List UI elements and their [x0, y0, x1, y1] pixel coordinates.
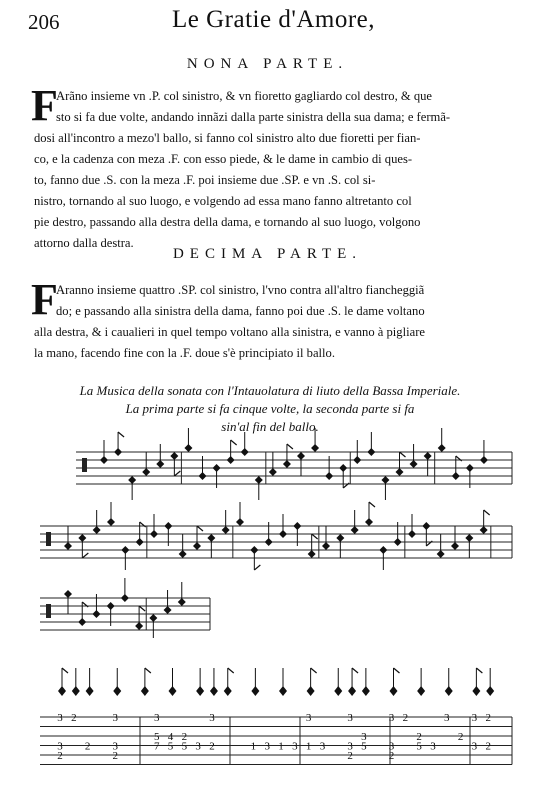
- tab-fret-number: 3: [57, 740, 63, 753]
- rhythm-sign: [445, 686, 453, 696]
- rhythm-sign: [348, 686, 356, 696]
- tab-fret-number: 5: [167, 740, 174, 753]
- tab-fret-number: 2: [402, 712, 409, 724]
- rhythm-flag: [352, 668, 358, 673]
- tab-fret-number: 7: [153, 740, 160, 753]
- tab-fret-number: 3: [153, 712, 160, 724]
- tab-fret-number: 5: [153, 731, 160, 743]
- rhythm-sign: [86, 686, 94, 696]
- rhythm-flag: [311, 668, 317, 673]
- tab-fret-number: 3: [388, 740, 395, 753]
- tab-fret-number: 2: [181, 731, 188, 743]
- tab-fret-number: 3: [388, 712, 395, 724]
- tab-fret-number: 2: [57, 750, 63, 762]
- note-flag: [254, 565, 260, 570]
- caption-line: sin'al fin del ballo.: [221, 419, 319, 434]
- running-title: Le Gratie d'Amore,: [172, 6, 376, 33]
- caption-line: La Musica della sonata con l'Intauolatura di liuto della Bassa Imperiale.: [79, 383, 461, 398]
- text-line: nistro, tornando al suo luogo, e volgendo ad essa mano fanno altretanto col: [34, 194, 412, 208]
- tab-fret-number: 3: [361, 731, 367, 743]
- rhythm-sign: [486, 686, 494, 696]
- note-flag: [369, 502, 375, 507]
- tab-fret-number: 2: [209, 740, 215, 753]
- text-line: alla destra, & i caualieri in quel tempo voltano alla sinistra, e vanno à pigliare: [34, 325, 425, 339]
- tab-fret-number: 5: [416, 740, 422, 753]
- rhythm-sign: [334, 686, 342, 696]
- lute-tablature: [40, 668, 512, 765]
- tab-fret-number: 2: [84, 740, 91, 753]
- tab-fret-number: 5: [361, 740, 367, 753]
- rhythm-sign: [251, 686, 259, 696]
- clef-mark: [46, 604, 51, 618]
- tab-fret-number: 3: [319, 740, 326, 753]
- tab-fret-number: 3: [347, 740, 353, 753]
- tab-fret-number: 2: [388, 750, 395, 762]
- tab-fret-number: 3: [112, 712, 118, 724]
- rhythm-sign: [279, 686, 287, 696]
- rhythm-sign: [417, 686, 425, 696]
- note-flag: [139, 606, 145, 611]
- rhythm-sign: [196, 686, 204, 696]
- note-flag: [174, 471, 180, 476]
- tab-fret-number: 2: [416, 731, 422, 743]
- text-line: do; e passando alla sinistra della dama, fanno poi due .S. le dame voltano: [56, 304, 425, 318]
- note-flag: [484, 510, 490, 515]
- page-number: 206: [28, 10, 60, 34]
- tab-fret-number: 3: [444, 712, 450, 724]
- rhythm-flag: [394, 668, 400, 673]
- clef-mark: [82, 458, 87, 472]
- rhythm-sign: [169, 686, 177, 696]
- rhythm-sign: [141, 686, 149, 696]
- tab-fret-number: 2: [485, 712, 491, 724]
- rhythm-sign: [72, 686, 80, 696]
- section-title-nona: NONA PARTE.: [186, 56, 349, 72]
- text-line: Arãno insieme vn .P. col sinistro, & vn fioretto gagliardo col destro, & que: [56, 89, 432, 103]
- text-line: pie destro, passando alla destra della dama, e tornando al suo luogo, volgono: [34, 215, 421, 229]
- tab-fret-number: 1: [250, 740, 257, 753]
- drop-cap-decima: F: [31, 275, 58, 324]
- tab-fret-number: 3: [209, 712, 215, 724]
- note-flag: [118, 432, 124, 437]
- rhythm-sign: [210, 686, 218, 696]
- rhythm-sign: [113, 686, 121, 696]
- drop-cap-nona: F: [31, 81, 58, 130]
- text-line: sto si fa due volte, andando innãzi dalla parte sinistra della sua dama; e fermã-: [56, 110, 451, 124]
- note-flag: [400, 452, 406, 457]
- caption-line: La prima parte si fa cinque volte, la seconda parte si fa: [125, 401, 415, 416]
- note-flag: [231, 440, 237, 445]
- rhythm-sign: [58, 686, 66, 696]
- tab-fret-number: 5: [181, 740, 188, 753]
- tab-fret-number: 3: [57, 712, 63, 724]
- tab-fret-number: 3: [195, 740, 201, 753]
- note-flag: [82, 553, 88, 558]
- rhythm-sign: [224, 686, 232, 696]
- text-line: dosi all'incontro a mezo'l ballo, si fanno col sinistro alto due fioretti per fian-: [34, 131, 421, 145]
- music-staves: [40, 428, 512, 638]
- note-flag: [197, 526, 203, 531]
- rhythm-sign: [472, 686, 480, 696]
- tab-fret-number: 3: [292, 740, 298, 753]
- tab-fret-number: 3: [471, 740, 478, 753]
- text-line: Aranno insieme quattro .SP. col sinistro, l'vno contra all'altro fiancheggiã: [56, 283, 425, 297]
- note-flag: [312, 534, 318, 539]
- tab-fret-number: 2: [112, 750, 118, 762]
- tab-fret-number: 2: [347, 750, 353, 762]
- tab-fret-number: 2: [457, 731, 464, 743]
- tab-fret-number: 3: [471, 712, 478, 724]
- text-line: to, fanno due .S. con la meza .F. poi insieme due .SP. e vn .S. col si-: [34, 173, 376, 187]
- text-line: co, e la cadenza con meza .F. con esso piede, & le dame in cambio di ques-: [34, 152, 413, 166]
- rhythm-flag: [228, 668, 234, 673]
- rhythm-flag: [476, 668, 482, 673]
- tab-fret-number: 1: [305, 740, 312, 753]
- rhythm-flag: [62, 668, 68, 673]
- tab-fret-number: 3: [347, 712, 353, 724]
- text-line: la mano, facendo fine con la .F. doue s'è principiato il ballo.: [34, 346, 335, 360]
- rhythm-sign: [390, 686, 398, 696]
- tab-fret-number: 3: [112, 740, 118, 753]
- tab-fret-number: 2: [485, 740, 491, 753]
- rhythm-sign: [307, 686, 315, 696]
- rhythm-sign: [362, 686, 370, 696]
- tab-fret-number: 3: [305, 712, 312, 724]
- rhythm-flag: [145, 668, 151, 673]
- note-flag: [287, 444, 293, 449]
- clef-mark: [46, 532, 51, 546]
- tab-fret-number: 3: [430, 740, 436, 753]
- tab-fret-number: 1: [278, 740, 284, 753]
- tab-fret-number: 4: [167, 731, 174, 743]
- section-title-decima: DECIMA PARTE.: [172, 246, 363, 262]
- tab-fret-number: 2: [71, 712, 77, 724]
- tab-fret-number: 3: [264, 740, 270, 753]
- text-line: attorno dalla destra.: [34, 236, 134, 250]
